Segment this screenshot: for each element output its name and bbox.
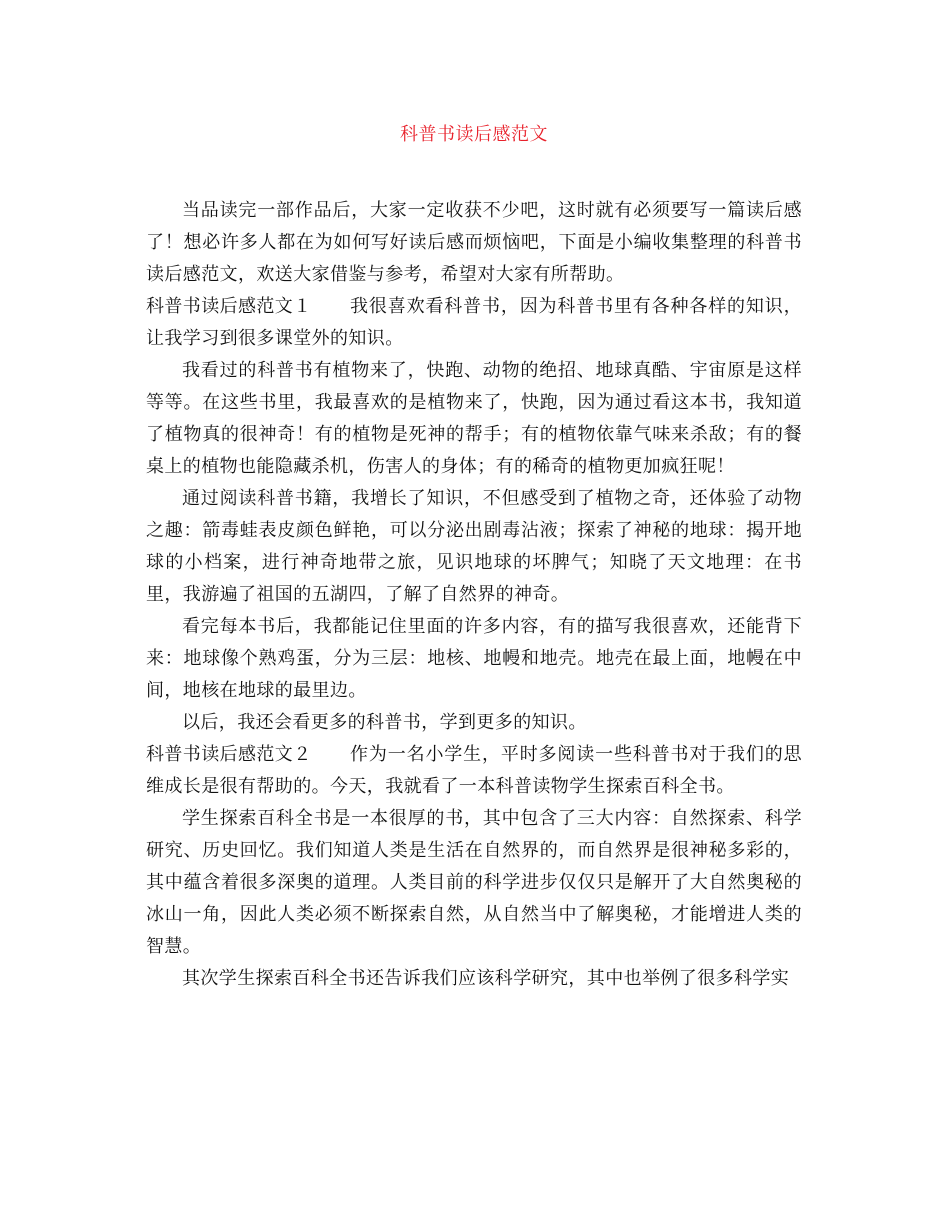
section-1-paragraph-3: 通过阅读科普书籍，我增长了知识，不但感受到了植物之奇，还体验了动物之趣：箭毒蛙表皮颜色鲜艳，可以分泌出剧毒沾液；探索了神秘的地球：揭开地球的小档案，进行神奇地带之旅，见识地球的坏脾气；知晓了天文地理：在书里，我游遍了祖国的五湖四，了解了自然界的神奇。 — [146, 488, 802, 605]
section-2-lead-text: 作为一名小学生，平时多阅读一些科普书对于我们的思维成长是很有帮助的。今天，我就看了一本科普读物学生探索百科全书。 — [146, 744, 802, 797]
section-1-heading: 科普书读后感范文１ — [146, 296, 312, 317]
section-1-paragraph-2: 我看过的科普书有植物来了，快跑、动物的绝招、地球真酷、宇宙原是这样等等。在这些书里，我最喜欢的是植物来了，快跑，因为通过看这本书，我知道了植物真的很神奇！有的植物是死神的帮手；有的植物依靠气味来杀敌；有的餐桌上的植物也能隐藏杀机，伤害人的身体；有的稀奇的植物更加疯狂呢！ — [146, 360, 802, 477]
document-body — [146, 195, 802, 995]
section-2-first-paragraph — [146, 739, 802, 803]
section-2-paragraph-3: 其次学生探索百科全书还告诉我们应该科学研究，其中也举例了很多科学实 — [182, 968, 790, 989]
section-1-paragraph-5: 以后，我还会看更多的科普书，学到更多的知识。 — [182, 712, 587, 733]
intro-paragraph: 当品读完一部作品后，大家一定收获不少吧，这时就有必须要写一篇读后感了！想必许多人都在为如何写好读后感而烦恼吧，下面是小编收集整理的科普书读后感范文，欢送大家借鉴与参考，希望对大家有所帮助。 — [146, 200, 802, 285]
section-1-paragraph-4: 看完每本书后，我都能记住里面的许多内容，有的描写我很喜欢，还能背下来：地球像个熟鸡蛋，分为三层：地核、地幔和地壳。地壳在最上面，地幔在中间，地核在地球的最里边。 — [146, 616, 802, 701]
section-1-first-paragraph — [146, 291, 802, 355]
section-2-paragraph-2: 学生探索百科全书是一本很厚的书，其中包含了三大内容：自然探索、科学研究、历史回忆。我们知道人类是生活在自然界的，而自然界是很神秘多彩的，其中蕴含着很多深奥的道理。人类目前的科学进步仅仅只是解开了大自然奥秘的冰山一角，因此人类必须不断探索自然，从自然当中了解奥秘，才能增进人类的智慧。 — [146, 808, 802, 957]
document-title: 科普书读后感范文 — [400, 124, 548, 145]
section-2-heading: 科普书读后感范文２ — [146, 744, 312, 765]
section-1-lead-text: 我很喜欢看科普书，因为科普书里有各种各样的知识，让我学习到很多课堂外的知识。 — [146, 296, 802, 349]
